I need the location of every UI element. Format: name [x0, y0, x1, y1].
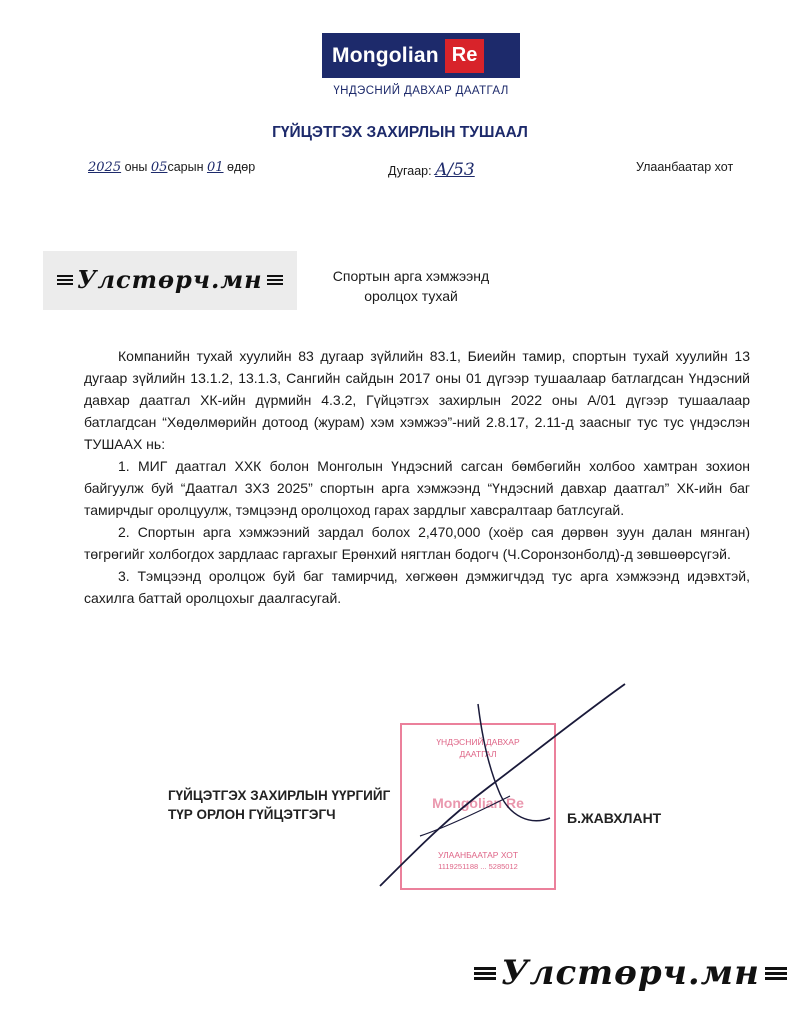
- date-day: 01: [206, 160, 224, 175]
- document-title: ГҮЙЦЭТГЭХ ЗАХИРЛЫН ТУШААЛ: [272, 124, 528, 141]
- watermark-text: Улстөрч.мн: [77, 265, 263, 294]
- subject-line-2: оролцох тухай: [364, 288, 458, 304]
- date-year-suffix: оны: [124, 160, 148, 174]
- watermark-bars-icon: [57, 273, 73, 287]
- document-number: [388, 160, 475, 180]
- body-item-3: 3. Тэмцээнд оролцож буй баг тамирчид, хөгжөөн дэмжигчдэд тус арга хэмжээнд идэвхтэй, сахилга баттай оролцохыг даалгасугай.: [84, 568, 750, 606]
- logo-subtitle: ҮНДЭСНИЙ ДАВХАР ДААТГАЛ: [333, 85, 509, 97]
- watermark-bars-icon: [474, 965, 496, 982]
- subject-line-1: Спортын арга хэмжээнд: [332, 268, 490, 284]
- document-date: [88, 160, 255, 175]
- signatory-title-line-1: ГҮЙЦЭТГЭХ ЗАХИРЛЫН ҮҮРГИЙГ: [168, 788, 391, 803]
- date-month: 05: [150, 160, 168, 175]
- document-subject: [316, 266, 506, 306]
- date-year: 2025: [88, 160, 122, 175]
- watermark-bars-icon: [765, 965, 787, 982]
- number-value: A/53: [435, 160, 475, 180]
- company-logo: [322, 33, 520, 78]
- document-body: [84, 345, 750, 609]
- watermark-box: [43, 251, 297, 310]
- handwritten-signature: [360, 676, 640, 896]
- logo-re-badge: Re: [445, 39, 485, 73]
- stamp-logo: Mongolian Re: [432, 795, 524, 811]
- date-month-suffix: сарын: [167, 160, 204, 174]
- watermark-text-bottom: Улстөрч.мн: [501, 953, 760, 993]
- body-item-2: 2. Спортын арга хэмжээний зардал болох 2,470,000 (хоёр сая дөрвөн зуун далан мянган) төгрөгийг холбогдох зардлаас гаргахыг Ерөнхий нягтлан бодогч (Ч.Соронзонболд)-д зөвшөөрсүгэй.: [84, 524, 750, 562]
- watermark-bars-icon: [267, 273, 283, 287]
- stamp-bottom-1: УЛААНБААТАР ХОТ: [437, 850, 519, 860]
- date-day-suffix: өдөр: [227, 160, 256, 174]
- stamp-top-2: ДААТГАЛ: [459, 749, 497, 759]
- signatory-name: Б.ЖАВХЛАНТ: [567, 810, 662, 826]
- signatory-title: [168, 786, 390, 824]
- city-label: Улаанбаатар хот: [636, 160, 734, 174]
- stamp-bottom-2: 1119251188 ... 5285012: [438, 862, 518, 871]
- body-preamble: Компанийн тухай хуулийн 83 дугаар зүйлийн 83.1, Биеийн тамир, спортын тухай хуулийн 13 дугаар зүйлийн 13.1.2, 13.1.3, Сангийн сайдын 2017 оны 01 дүгээр тушаалаар батлагдсан Үндэсний давхар даатгал ХК-ийн дүрмийн 4.3.2, Гүйцэтгэх захирлын 2022 оны А/01 дүгээр тушаалаар батлагдсан “Хөдөлмөрийн дотоод (журам) хэм хэмжээ”-ний 2.8.17, 2.11-д заасныг тус тус үндэслэн ТУШААХ нь:: [84, 348, 750, 452]
- number-label: Дугаар:: [388, 164, 432, 178]
- body-item-1: 1. МИГ даатгал ХХК болон Монголын Үндэсний сагсан бөмбөгийн холбоо хамтран зохион байгуулж буй “Даатгал 3Х3 2025” спортын арга хэмжээнд “Үндэсний давхар даатгал” ХК-ийн баг тамирчдыг оролцуулж, тэмцээнд оролцоход гарах зардлыг хавсралтаар батлсугай.: [84, 458, 750, 518]
- signatory-title-line-2: ТҮР ОРЛОН ГҮЙЦЭТГЭГЧ: [168, 807, 336, 822]
- stamp-top-1: ҮНДЭСНИЙ ДАВХАР: [436, 737, 520, 747]
- watermark-logo: [57, 265, 283, 294]
- watermark-logo-bottom: [474, 953, 787, 993]
- logo-main-text: Mongolian: [332, 43, 439, 67]
